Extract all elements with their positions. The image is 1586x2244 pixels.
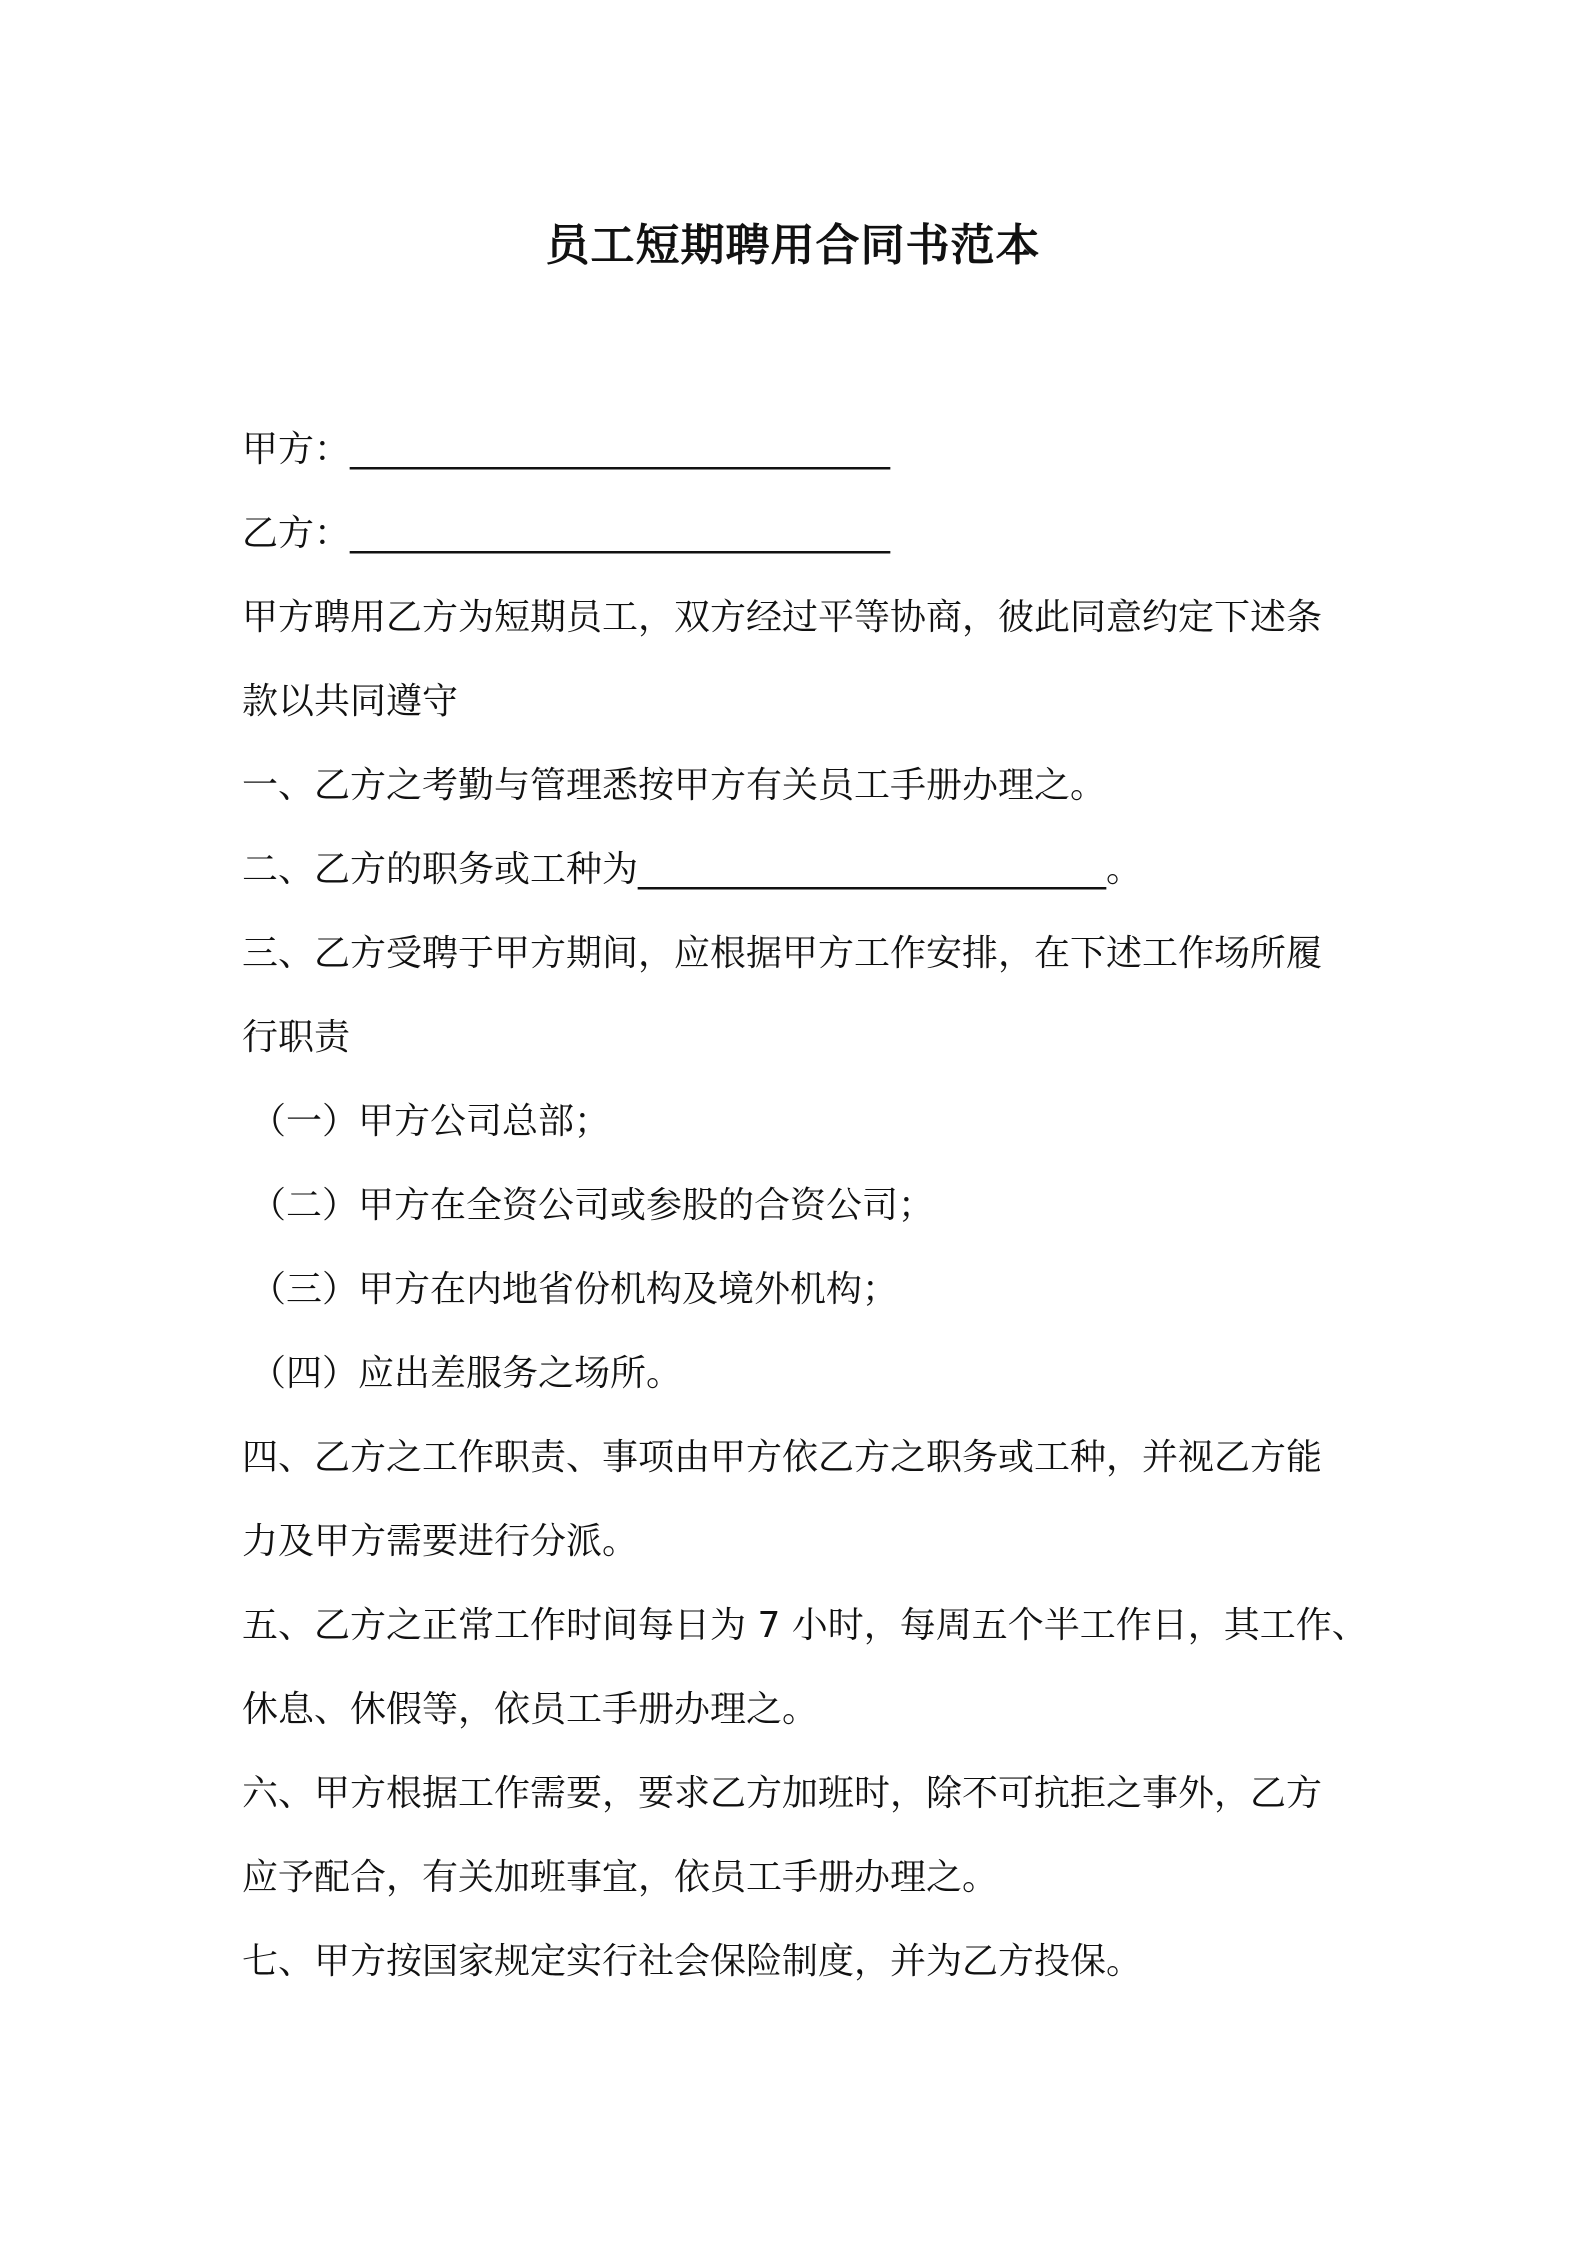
clause-3-item-1: （一）甲方公司总部；: [250, 1101, 611, 1142]
clause-3-item-2: （二）甲方在全资公司或参股的合资公司；: [250, 1185, 935, 1226]
clause-4-line-2: 力及甲方需要进行分派。: [242, 1521, 639, 1562]
document-title: 员工短期聘用合同书范本: [545, 220, 1041, 271]
clause-7: 七、甲方按国家规定实行社会保险制度，并为乙方投保。: [242, 1941, 1143, 1982]
clause-3-line-2: 行职责: [242, 1017, 351, 1058]
preamble-line-1: 甲方聘用乙方为短期员工，双方经过平等协商，彼此同意约定下述条: [242, 597, 1323, 638]
clause-6-line-1: 六、甲方根据工作需要，要求乙方加班时，除不可抗拒之事外，乙方: [242, 1773, 1323, 1814]
clause-3-item-4: （四）应出差服务之场所。: [250, 1353, 683, 1394]
clause-3-item-3: （三）甲方在内地省份机构及境外机构；: [250, 1269, 899, 1310]
clause-2: 二、乙方的职务或工种为__________________________。: [242, 849, 1143, 890]
clause-6-line-2: 应予配合，有关加班事宜，依员工手册办理之。: [242, 1857, 999, 1898]
clause-3-line-1: 三、乙方受聘于甲方期间，应根据甲方工作安排，在下述工作场所履: [242, 933, 1323, 974]
clause-1: 一、乙方之考勤与管理悉按甲方有关员工手册办理之。: [242, 765, 1107, 806]
party-b-line: 乙方：______________________________: [242, 513, 891, 554]
clause-4-line-1: 四、乙方之工作职责、事项由甲方依乙方之职务或工种，并视乙方能: [242, 1437, 1323, 1478]
party-a-line: 甲方：______________________________: [242, 429, 891, 470]
document-body: [242, 408, 1368, 2004]
clause-5-line-2: 休息、休假等，依员工手册办理之。: [242, 1689, 819, 1730]
preamble-line-2: 款以共同遵守: [242, 681, 459, 722]
clause-5-line-1: 五、乙方之正常工作时间每日为 7 小时，每周五个半工作日，其工作、: [242, 1605, 1368, 1646]
